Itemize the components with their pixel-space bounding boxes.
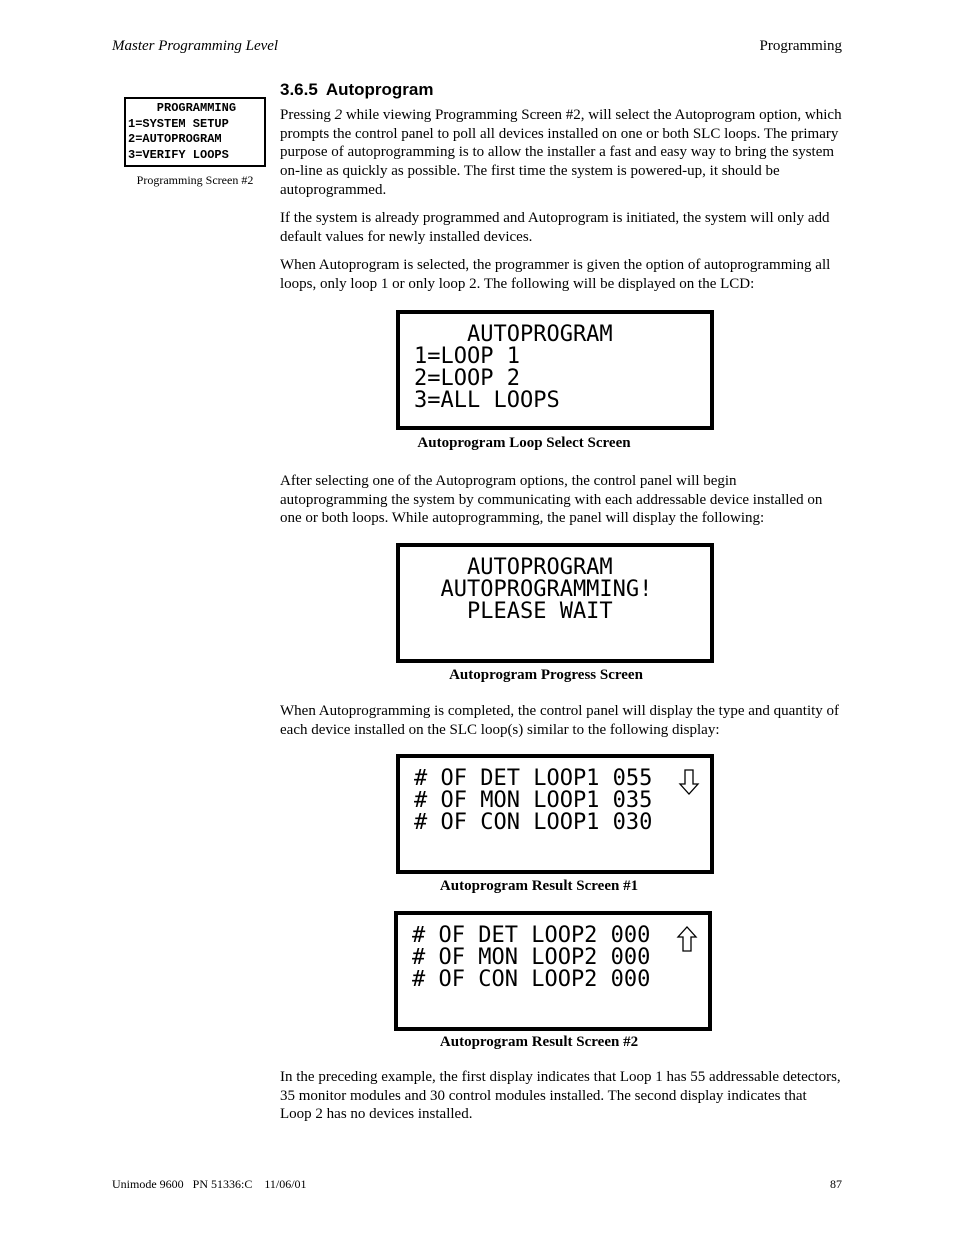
- lcd-line: # OF CON LOOP2 000: [412, 967, 651, 992]
- lcd-line: 2=LOOP 2: [414, 366, 520, 391]
- lcd-line: # OF CON LOOP1 030: [414, 810, 653, 835]
- down-arrow-icon: [678, 768, 700, 796]
- result-screen-1-caption: Autoprogram Result Screen #1: [439, 878, 639, 894]
- text-span: Pressing: [280, 107, 335, 123]
- paragraph-after-selecting: After selecting one of the Autoprogram options, the control panel will begin autoprogramming the system by communicating with each addressable device installed on one or both loops. While autoprogramming, the panel will display the following:: [280, 473, 823, 527]
- lcd-line: # OF DET LOOP1 055: [414, 766, 653, 791]
- section-heading: [280, 80, 433, 100]
- lcd-line: 1=SYSTEM SETUP: [128, 116, 229, 131]
- lcd-line: PLEASE WAIT: [414, 599, 613, 624]
- progress-lcd: [396, 543, 714, 663]
- paragraph-intro: [280, 106, 842, 200]
- page-number: 87: [830, 1177, 842, 1191]
- running-header-right: Programming: [759, 38, 842, 54]
- progress-caption: Autoprogram Progress Screen: [449, 667, 643, 683]
- text-span: while viewing Programming Screen #2, will select the Autoprogram option, which prompts the control panel to poll all devices installed on one or both SLC loops. The primary purpose of autoprogramming is to allow the installer a fast and easy way to bring the system on-line as quickly as possible. The first time the system is powered-up, it should be autoprogrammed.: [280, 107, 842, 198]
- section-number: 3.6.5: [280, 80, 318, 99]
- lcd-line: # OF MON LOOP1 035: [414, 788, 653, 813]
- running-header-left: Master Programming Level: [112, 38, 279, 54]
- lcd-line: 1=LOOP 1: [414, 344, 520, 369]
- paragraph-already-programmed: If the system is already programmed and Autoprogram is initiated, the system will only add default values for newly installed devices.: [280, 210, 830, 245]
- programming-screen-caption: Programming Screen #2: [136, 173, 254, 187]
- loop-select-lcd: [396, 310, 714, 430]
- lcd-line: PROGRAMMING: [128, 101, 237, 115]
- footer-document-id: Unimode 9600 PN 51336:C 11/06/01: [112, 1177, 307, 1191]
- lcd-line: # OF DET LOOP2 000: [412, 923, 651, 948]
- lcd-line: AUTOPROGRAMMING!: [414, 577, 653, 602]
- result-screen-2-lcd: [394, 911, 712, 1031]
- lcd-line: # OF MON LOOP2 000: [412, 945, 651, 970]
- lcd-line: [414, 623, 710, 645]
- lcd-line: 2=AUTOPROGRAM: [128, 132, 222, 146]
- paragraph-completed: When Autoprogramming is completed, the control panel will display the type and quantity of each device installed on the SLC loop(s) similar to the following display:: [280, 703, 840, 738]
- up-arrow-icon: [676, 925, 698, 953]
- lcd-line: AUTOPROGRAM: [414, 322, 613, 347]
- lcd-line: 3=ALL LOOPS: [414, 388, 560, 413]
- programming-screen-lcd: [124, 97, 266, 167]
- result-screen-2-caption: Autoprogram Result Screen #2: [439, 1034, 639, 1050]
- lcd-line: [412, 991, 708, 1013]
- section-title: Autoprogram: [325, 80, 434, 99]
- loop-select-caption: Autoprogram Loop Select Screen: [417, 435, 631, 451]
- paragraph-autoprogram-selected: When Autoprogram is selected, the programmer is given the option of autoprogramming all loops, only loop 1 or only loop 2. The following will be displayed on the LCD:: [280, 257, 831, 292]
- paragraph-example-summary: In the preceding example, the first display indicates that Loop 1 has 55 addressable detectors, 35 monitor modules and 30 control modules installed. The second display indicates that Loop 2 has no devices installed.: [280, 1069, 841, 1123]
- result-screen-1-lcd: [396, 754, 714, 874]
- lcd-line: AUTOPROGRAM: [414, 555, 613, 580]
- lcd-line: 3=VERIFY LOOPS: [128, 147, 229, 162]
- key-number: 2: [334, 107, 343, 123]
- lcd-line: [414, 834, 710, 856]
